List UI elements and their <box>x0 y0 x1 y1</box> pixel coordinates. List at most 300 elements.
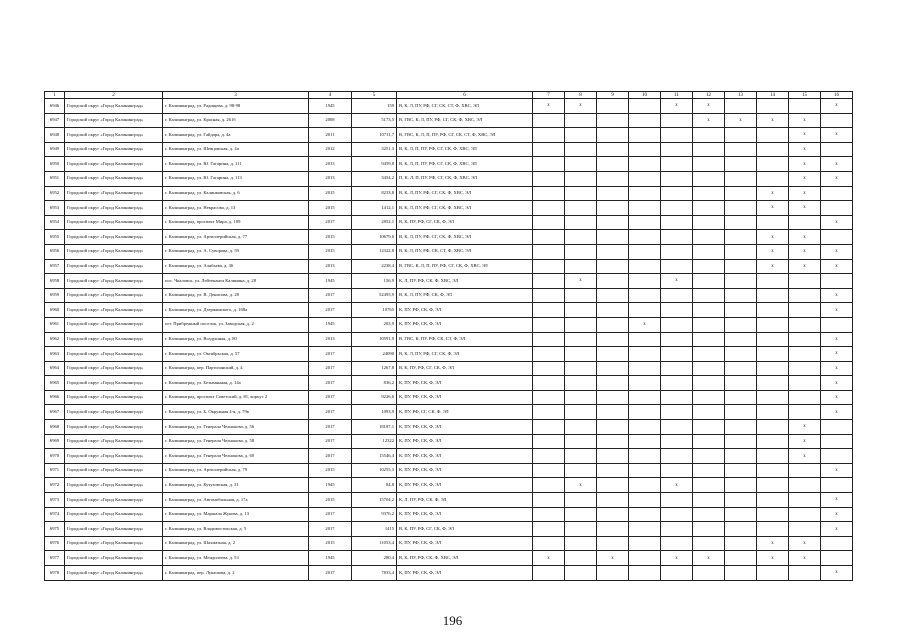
table-row <box>45 420 853 435</box>
area-cell: 10679,6 <box>352 230 397 245</box>
mark-cell <box>565 157 597 172</box>
district-cell: Городской округ «Город Калининград» <box>65 536 163 551</box>
mark-cell <box>629 347 661 362</box>
area-cell: 1415 <box>352 522 397 537</box>
mark-cell <box>693 390 725 405</box>
row-number: 6974 <box>45 507 65 522</box>
works-cell: К, ПУ, РФ, СГ, СК, Ф, ЭЛ <box>397 405 533 420</box>
mark-cell: х <box>565 274 597 289</box>
works-cell: В, К, Л, ПУ, РФ, СК, Ф, ЭЛ <box>397 288 533 303</box>
year-cell: 2013 <box>309 259 352 274</box>
mark-cell <box>661 303 693 318</box>
mark-cell <box>629 361 661 376</box>
mark-cell <box>565 288 597 303</box>
year-cell: 2017 <box>309 405 352 420</box>
mark-cell <box>533 274 565 289</box>
year-cell: 2017 <box>309 390 352 405</box>
works-cell: К, ПУ, РФ, СК, Ф, ЭЛ <box>397 566 533 581</box>
mark-cell <box>597 288 629 303</box>
mark-cell <box>597 347 629 362</box>
row-number: 6971 <box>45 463 65 478</box>
mark-cell <box>661 434 693 449</box>
district-cell: Городской округ «Город Калининград» <box>65 215 163 230</box>
mark-cell <box>565 259 597 274</box>
mark-cell <box>565 230 597 245</box>
mark-cell <box>565 361 597 376</box>
district-cell: Городской округ «Город Калининград» <box>65 420 163 435</box>
works-cell: В, К, Л, ПУ, РФ, СГ, СК, СТ, Ф, ХВС, ЭЛ <box>397 99 533 114</box>
table-row <box>45 113 853 128</box>
mark-cell <box>661 259 693 274</box>
year-cell: 2015 <box>309 463 352 478</box>
mark-cell <box>821 478 853 493</box>
mark-cell: х <box>757 201 789 216</box>
year-cell: 2017 <box>309 420 352 435</box>
mark-cell <box>725 274 757 289</box>
mark-cell <box>693 536 725 551</box>
year-cell: 2015 <box>309 493 352 508</box>
mark-cell <box>597 478 629 493</box>
area-cell: 11053,4 <box>352 536 397 551</box>
row-number: 6955 <box>45 230 65 245</box>
column-header: 8 <box>565 92 597 99</box>
district-cell: Городской округ «Город Калининград» <box>65 493 163 508</box>
mark-cell: х <box>821 215 853 230</box>
mark-cell <box>693 157 725 172</box>
mark-cell <box>629 478 661 493</box>
mark-cell <box>597 171 629 186</box>
mark-cell <box>725 361 757 376</box>
year-cell: 2013 <box>309 157 352 172</box>
area-cell: 24090 <box>352 347 397 362</box>
mark-cell <box>725 463 757 478</box>
mark-cell <box>789 405 821 420</box>
mark-cell <box>565 113 597 128</box>
mark-cell <box>693 186 725 201</box>
mark-cell <box>725 142 757 157</box>
address-cell: г. Калининград, ул. Б. Окружная 4-я, д. 79в <box>163 405 309 420</box>
mark-cell <box>693 201 725 216</box>
mark-cell <box>629 507 661 522</box>
table-row <box>45 259 853 274</box>
address-cell: г. Калининград, пер. Партизанский, д. 4 <box>163 361 309 376</box>
mark-cell <box>725 99 757 114</box>
mark-cell <box>533 361 565 376</box>
year-cell: 2017 <box>309 449 352 464</box>
mark-cell <box>789 361 821 376</box>
mark-cell <box>533 493 565 508</box>
area-cell: 9459,8 <box>352 157 397 172</box>
year-cell: 2015 <box>309 186 352 201</box>
mark-cell <box>533 376 565 391</box>
mark-cell <box>725 347 757 362</box>
area-cell: 52495,9 <box>352 288 397 303</box>
mark-cell: х <box>661 551 693 566</box>
mark-cell: х <box>661 99 693 114</box>
mark-cell <box>757 390 789 405</box>
mark-cell <box>757 303 789 318</box>
mark-cell <box>629 201 661 216</box>
address-cell: г. Калининград, ул. Алябьева, д. 36 <box>163 259 309 274</box>
mark-cell: х <box>789 113 821 128</box>
address-cell: г. Калининград, ул. Ю. Гагарина, д. 113 <box>163 171 309 186</box>
mark-cell <box>693 449 725 464</box>
mark-cell <box>693 361 725 376</box>
table-row <box>45 332 853 347</box>
column-header: 1 <box>45 92 65 99</box>
mark-cell: х <box>757 551 789 566</box>
mark-cell: х <box>789 128 821 143</box>
mark-cell <box>693 317 725 332</box>
mark-cell <box>629 274 661 289</box>
row-number: 6970 <box>45 449 65 464</box>
mark-cell <box>789 274 821 289</box>
mark-cell <box>533 347 565 362</box>
address-cell: г. Калининград, проспект Мира, д. 109 <box>163 215 309 230</box>
mark-cell <box>597 274 629 289</box>
address-cell: г. Калининград, ул. Генерала Челнокова, д. 56 <box>163 420 309 435</box>
address-cell: г. Калининград, ул. Дзержинского, д. 168а <box>163 303 309 318</box>
mark-cell: х <box>789 230 821 245</box>
mark-cell <box>661 493 693 508</box>
year-cell: 1945 <box>309 99 352 114</box>
district-cell: Городской округ «Город Калининград» <box>65 551 163 566</box>
mark-cell: х <box>661 274 693 289</box>
mark-cell <box>565 434 597 449</box>
mark-cell: х <box>821 463 853 478</box>
mark-cell <box>789 478 821 493</box>
mark-cell <box>597 332 629 347</box>
mark-cell: х <box>821 566 853 581</box>
year-cell: 2017 <box>309 434 352 449</box>
works-cell: В, К, Л, ПУ, РФ, СГ, СК, Ф, ХВС, ЭЛ <box>397 230 533 245</box>
mark-cell <box>757 157 789 172</box>
area-cell: 12322,8 <box>352 244 397 259</box>
mark-cell <box>629 215 661 230</box>
mark-cell <box>597 507 629 522</box>
works-cell: К, ПУ, РФ, СК, Ф, ЭЛ <box>397 434 533 449</box>
row-number: 6968 <box>45 420 65 435</box>
year-cell: 1945 <box>309 317 352 332</box>
address-cell: г. Калининград, ул. А. Суворова, д. 59 <box>163 244 309 259</box>
mark-cell <box>789 566 821 581</box>
mark-cell <box>565 420 597 435</box>
works-cell: К, ПУ, РФ, СК, Ф, ЭЛ <box>397 478 533 493</box>
mark-cell: х <box>821 507 853 522</box>
mark-cell <box>725 259 757 274</box>
mark-cell <box>565 347 597 362</box>
area-cell: 15546,4 <box>352 449 397 464</box>
works-cell: В, ГВС, К, Л, ПУ, РФ, СГ, СК, Ф, ХВС, ЭЛ <box>397 113 533 128</box>
mark-cell <box>661 288 693 303</box>
table-row <box>45 142 853 157</box>
table-row <box>45 463 853 478</box>
mark-cell <box>533 420 565 435</box>
table-row <box>45 244 853 259</box>
mark-cell <box>533 317 565 332</box>
row-number: 6952 <box>45 186 65 201</box>
mark-cell <box>789 493 821 508</box>
table-row <box>45 390 853 405</box>
district-cell: Городской округ «Город Калининград» <box>65 157 163 172</box>
mark-cell <box>821 230 853 245</box>
mark-cell <box>533 201 565 216</box>
mark-cell <box>533 507 565 522</box>
mark-cell <box>597 420 629 435</box>
mark-cell: х <box>821 288 853 303</box>
mark-cell <box>565 171 597 186</box>
row-number: 6950 <box>45 157 65 172</box>
mark-cell <box>725 376 757 391</box>
mark-cell: х <box>821 171 853 186</box>
area-cell: 12322 <box>352 434 397 449</box>
mark-cell <box>629 332 661 347</box>
mark-cell <box>821 449 853 464</box>
year-cell: 2013 <box>309 332 352 347</box>
mark-cell <box>725 244 757 259</box>
district-cell: Городской округ «Город Калининград» <box>65 113 163 128</box>
year-cell: 2013 <box>309 171 352 186</box>
mark-cell <box>533 566 565 581</box>
mark-cell <box>565 493 597 508</box>
column-header: 14 <box>757 92 789 99</box>
mark-cell <box>821 317 853 332</box>
mark-cell <box>597 259 629 274</box>
mark-cell <box>565 566 597 581</box>
mark-cell <box>757 405 789 420</box>
mark-cell <box>757 507 789 522</box>
area-cell: 2238,4 <box>352 259 397 274</box>
works-cell: К, ПУ, РФ, СК, Ф, ЭЛ <box>397 376 533 391</box>
works-cell: К, ПУ, РФ, СК, Ф, ЭЛ <box>397 507 533 522</box>
mark-cell <box>693 142 725 157</box>
mark-cell <box>725 303 757 318</box>
mark-cell <box>565 405 597 420</box>
mark-cell: х <box>693 113 725 128</box>
mark-cell: х <box>757 536 789 551</box>
year-cell: 2017 <box>309 376 352 391</box>
mark-cell <box>533 449 565 464</box>
mark-cell <box>821 551 853 566</box>
district-cell: Городской округ «Город Калининград» <box>65 347 163 362</box>
mark-cell <box>693 420 725 435</box>
mark-cell <box>661 186 693 201</box>
mark-cell <box>725 507 757 522</box>
mark-cell <box>693 288 725 303</box>
mark-cell <box>821 434 853 449</box>
area-cell: 8233,8 <box>352 186 397 201</box>
row-number: 6973 <box>45 493 65 508</box>
area-cell: 84,8 <box>352 478 397 493</box>
mark-cell <box>565 142 597 157</box>
mark-cell <box>597 128 629 143</box>
mark-cell <box>821 420 853 435</box>
works-cell: К, ПУ, РФ, СК, Ф, ЭЛ <box>397 536 533 551</box>
mark-cell <box>757 317 789 332</box>
mark-cell: х <box>789 201 821 216</box>
mark-cell <box>725 288 757 303</box>
mark-cell <box>629 536 661 551</box>
table-row <box>45 288 853 303</box>
mark-cell <box>789 303 821 318</box>
mark-cell <box>757 288 789 303</box>
mark-cell <box>725 171 757 186</box>
mark-cell <box>661 522 693 537</box>
area-cell: 1412,1 <box>352 201 397 216</box>
mark-cell <box>821 142 853 157</box>
mark-cell: х <box>821 522 853 537</box>
mark-cell <box>757 463 789 478</box>
mark-cell <box>533 303 565 318</box>
mark-cell: х <box>693 99 725 114</box>
address-cell: г. Калининград, ул. Гайдара, д. 4а <box>163 128 309 143</box>
table-row <box>45 347 853 362</box>
mark-cell <box>597 186 629 201</box>
mark-cell <box>661 113 693 128</box>
mark-cell <box>757 142 789 157</box>
mark-cell <box>725 434 757 449</box>
mark-cell <box>757 566 789 581</box>
mark-cell: х <box>757 259 789 274</box>
area-cell: 280,4 <box>352 551 397 566</box>
column-header: 7 <box>533 92 565 99</box>
address-cell: г. Калининград, ул. Некрасова, д. 13 <box>163 201 309 216</box>
address-cell: г. Калининград, ул. Шевцовская, д. 4а <box>163 142 309 157</box>
table-row <box>45 376 853 391</box>
address-cell: г. Калининград, ул. Мендилеева, д. 53 <box>163 551 309 566</box>
mark-cell <box>789 390 821 405</box>
mark-cell: х <box>821 332 853 347</box>
mark-cell: х <box>789 551 821 566</box>
mark-cell <box>597 536 629 551</box>
mark-cell <box>629 142 661 157</box>
district-cell: Городской округ «Город Калининград» <box>65 288 163 303</box>
row-number: 6977 <box>45 551 65 566</box>
row-number: 6960 <box>45 303 65 318</box>
mark-cell <box>661 463 693 478</box>
mark-cell <box>629 420 661 435</box>
area-cell: 9226,6 <box>352 390 397 405</box>
district-cell: Городской округ «Город Калининград» <box>65 463 163 478</box>
mark-cell <box>629 113 661 128</box>
row-number: 6962 <box>45 332 65 347</box>
mark-cell: х <box>821 128 853 143</box>
mark-cell: х <box>821 259 853 274</box>
mark-cell <box>789 463 821 478</box>
mark-cell: х <box>821 361 853 376</box>
mark-cell <box>629 376 661 391</box>
mark-cell <box>757 171 789 186</box>
mark-cell: х <box>789 420 821 435</box>
mark-cell <box>597 566 629 581</box>
mark-cell <box>597 142 629 157</box>
mark-cell: х <box>821 390 853 405</box>
district-cell: Городской округ «Город Калининград» <box>65 230 163 245</box>
mark-cell: х <box>789 171 821 186</box>
mark-cell <box>565 128 597 143</box>
year-cell: 2017 <box>309 347 352 362</box>
mark-cell <box>597 317 629 332</box>
column-header: 13 <box>725 92 757 99</box>
area-cell: 1267,8 <box>352 361 397 376</box>
row-number: 6948 <box>45 128 65 143</box>
mark-cell <box>629 157 661 172</box>
mark-cell <box>757 347 789 362</box>
district-cell: Городской округ «Город Калининград» <box>65 274 163 289</box>
mark-cell: х <box>821 303 853 318</box>
mark-cell <box>693 493 725 508</box>
mark-cell <box>661 361 693 376</box>
table-row <box>45 478 853 493</box>
district-cell: Городской округ «Город Калининград» <box>65 332 163 347</box>
mark-cell <box>629 244 661 259</box>
mark-cell <box>693 128 725 143</box>
district-cell: Городской округ «Город Калининград» <box>65 361 163 376</box>
works-cell: П, К, Л, П, ПУ, РФ, СГ, СК, Ф, ХВС, ЭЛ <box>397 171 533 186</box>
year-cell: 2015 <box>309 244 352 259</box>
mark-cell <box>725 128 757 143</box>
year-cell: 2012 <box>309 142 352 157</box>
row-number: 6958 <box>45 274 65 289</box>
mark-cell <box>661 142 693 157</box>
row-number: 6969 <box>45 434 65 449</box>
mark-cell <box>725 551 757 566</box>
mark-cell: х <box>821 244 853 259</box>
mark-cell <box>725 201 757 216</box>
mark-cell <box>565 317 597 332</box>
area-cell: 15704,2 <box>352 493 397 508</box>
mark-cell: х <box>693 551 725 566</box>
page-number: 196 <box>442 613 463 628</box>
area-cell: 10765 <box>352 303 397 318</box>
mark-cell <box>661 420 693 435</box>
year-cell: 2017 <box>309 522 352 537</box>
mark-cell <box>533 142 565 157</box>
mark-cell <box>565 536 597 551</box>
mark-cell <box>757 493 789 508</box>
mark-cell <box>629 493 661 508</box>
district-cell: Городской округ «Город Калининград» <box>65 259 163 274</box>
year-cell: 2017 <box>309 507 352 522</box>
mark-cell <box>597 99 629 114</box>
mark-cell <box>629 390 661 405</box>
mark-cell <box>629 288 661 303</box>
address-cell: г. Калининград, ул. Красная, д. 261б <box>163 113 309 128</box>
mark-cell <box>597 230 629 245</box>
year-cell: 1945 <box>309 274 352 289</box>
table-row <box>45 551 853 566</box>
mark-cell <box>565 507 597 522</box>
address-cell: г. Калининград, ул. Владивостокская, д. 5 <box>163 522 309 537</box>
mark-cell <box>629 551 661 566</box>
mark-cell <box>757 128 789 143</box>
mark-cell <box>693 303 725 318</box>
mark-cell <box>789 288 821 303</box>
mark-cell <box>661 507 693 522</box>
mark-cell <box>693 332 725 347</box>
row-number: 6967 <box>45 405 65 420</box>
mark-cell <box>533 463 565 478</box>
mark-cell <box>725 405 757 420</box>
district-cell: Городской округ «Город Калининград» <box>65 449 163 464</box>
area-cell: 5173,5 <box>352 113 397 128</box>
area-cell: 2852,1 <box>352 215 397 230</box>
year-cell: 2017 <box>309 361 352 376</box>
mark-cell <box>533 186 565 201</box>
district-cell: Городской округ «Город Калининград» <box>65 317 163 332</box>
mark-cell: х <box>789 536 821 551</box>
table-row <box>45 405 853 420</box>
